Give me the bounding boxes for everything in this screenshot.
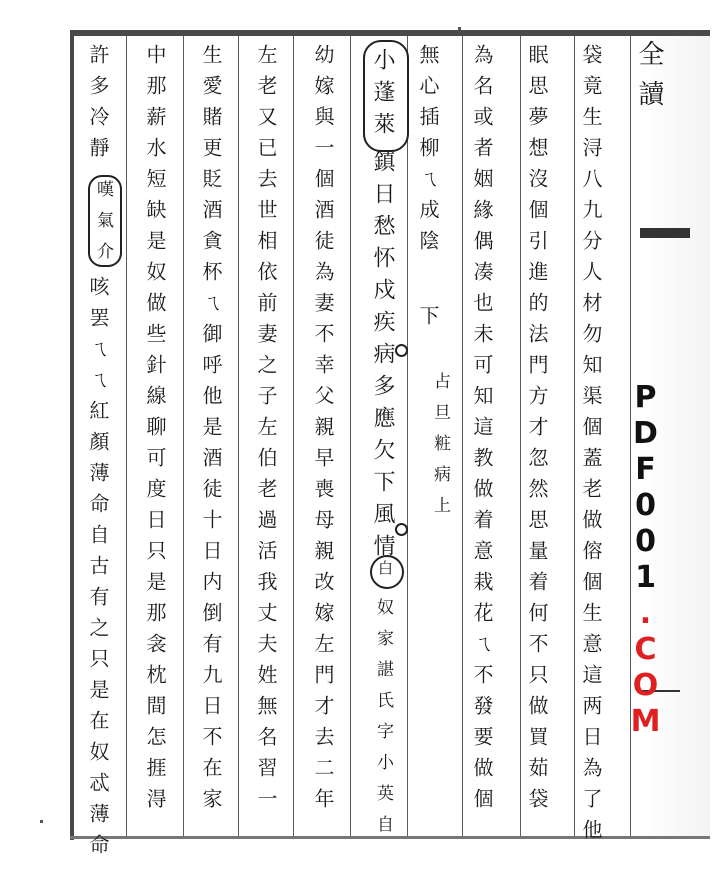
column-rule — [238, 36, 239, 836]
text-column-9: 中那薪水短缺是奴做些針線聊可度日只是那衾枕間怎捱淂 — [143, 44, 167, 819]
tune-title: 小蓬萊 — [370, 48, 395, 144]
text-column-4a: 無心插柳ㄟ成陰 — [416, 44, 440, 261]
text-column-3: 為名或者姻緣偶凑也未可知這教做着意栽花ㄟ不發要做個 — [470, 44, 494, 819]
text-column-10b: 咳罢ㄟㄟ紅顏薄命自古有之只是在奴忒薄命 — [86, 276, 110, 865]
text-column-7: 左老又已去世相依前妻之子左伯老過活我丈夫姓無名習一 — [254, 44, 278, 819]
column-rule — [350, 36, 351, 836]
lyric-line: 鎮日愁怀戍疾病多應欠下風情 — [370, 150, 395, 566]
column-rule — [462, 36, 463, 836]
punctuation-circle — [395, 344, 408, 357]
text-column-1: 袋竟生浔八九分人材勿知渠個蓋老做傛個生意這两日為了他 — [579, 44, 603, 850]
scan-speck — [40, 820, 43, 823]
text-column-5-tail: 奴家諶氏字小英自 — [373, 598, 393, 846]
column-rule — [574, 36, 575, 836]
edge-tab-mark — [640, 228, 690, 238]
text-column-4b: 下 — [416, 305, 440, 336]
frame-left-border — [70, 30, 74, 840]
column-rule — [183, 36, 184, 836]
column-rule — [293, 36, 294, 836]
action-note: 嘆氣介 — [93, 180, 113, 273]
frame-top-border — [70, 30, 710, 36]
column-rule — [407, 36, 408, 836]
role-marker: 白 — [376, 560, 394, 589]
text-column-6: 幼嫁與一個酒徒為妻不幸父親早喪母親改嫁左門才去二年 — [311, 44, 335, 819]
edge-title: 全讀 — [634, 40, 664, 120]
punctuation-circle — [395, 523, 408, 536]
text-column-8: 生愛賭更貶酒貪杯ㄟ御呼他是酒徒十日内倒有九日不在家 — [199, 44, 223, 819]
text-column-2: 眠思夢想沒個引進的法門方才忽然思量着何不只做買茹袋 — [525, 44, 549, 819]
scan-speck — [458, 27, 461, 30]
site-watermark: PDF001.COM — [628, 380, 663, 740]
stage-direction: 占旦粧病上 — [430, 372, 450, 527]
column-rule — [520, 36, 521, 836]
text-column-10a: 許多冷靜 — [86, 44, 110, 168]
column-rule — [126, 36, 127, 836]
